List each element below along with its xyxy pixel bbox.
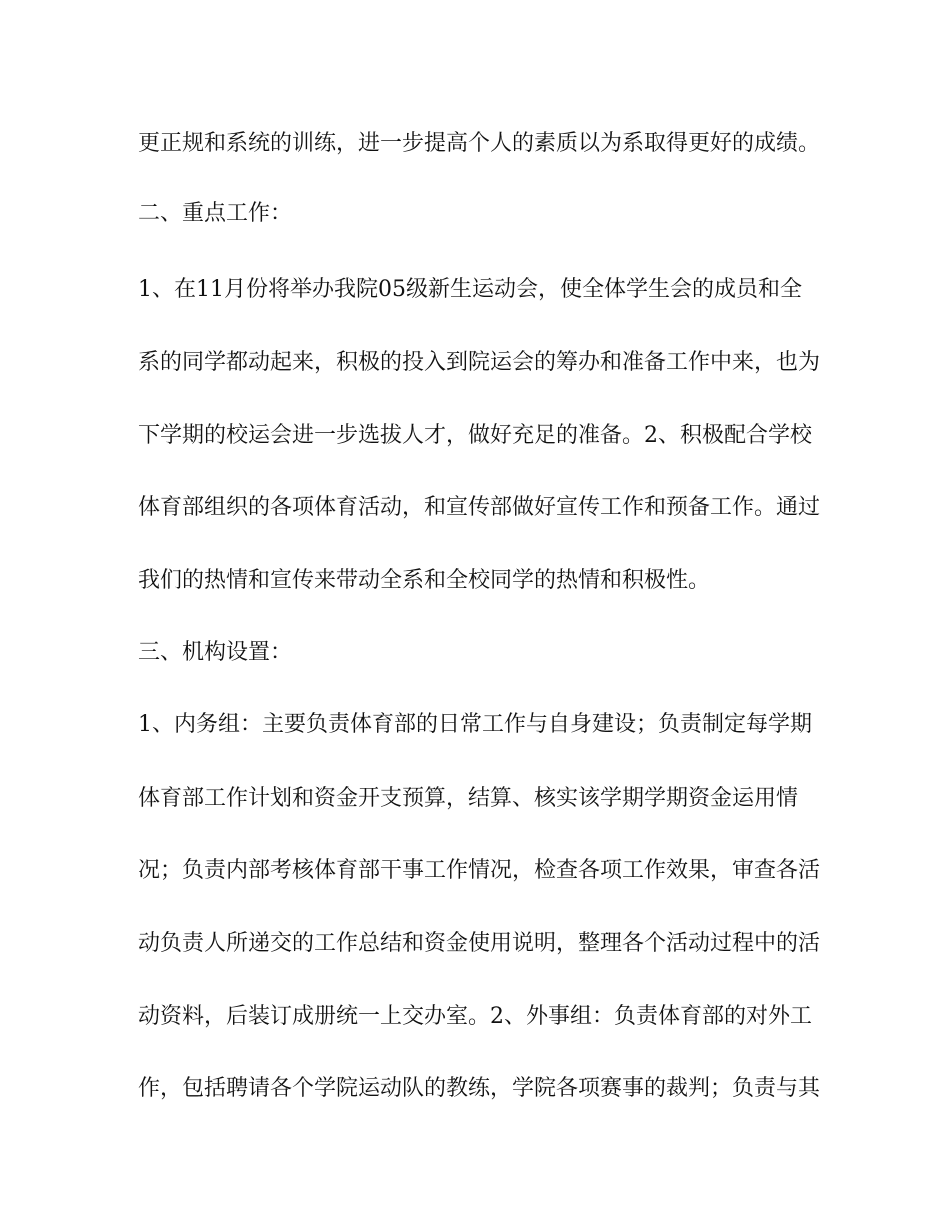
text-line: 动负责人所递交的工作总结和资金使用说明，整理各个活动过程中的活 <box>138 931 821 956</box>
text-line: 下学期的校运会进一步选拔人才，做好充足的准备。2、积极配合学校 <box>138 423 812 448</box>
section-heading-key-work: 二、重点工作： <box>138 201 293 226</box>
text-line: 况；负责内部考核体育部干事工作情况，检查各项工作效果，审查各活 <box>138 858 821 883</box>
text-line: 体育部组织的各项体育活动，和宣传部做好宣传工作和预备工作。通过 <box>138 495 821 520</box>
text-line: 更正规和系统的训练，进一步提高个人的素质以为系取得更好的成绩。 <box>138 131 821 156</box>
section-heading-structure: 三、机构设置： <box>138 640 293 665</box>
text-line: 体育部工作计划和资金开支预算，结算、核实该学期学期资金运用情 <box>138 786 799 811</box>
text-line: 作，包括聘请各个学院运动队的教练，学院各项赛事的裁判；负责与其 <box>138 1076 821 1101</box>
text-line: 1、内务组：主要负责体育部的日常工作与自身建设；负责制定每学期 <box>138 712 812 737</box>
text-line: 系的同学都动起来，积极的投入到院运会的筹办和准备工作中来，也为 <box>138 350 821 375</box>
text-line: 1、在11月份将举办我院05级新生运动会，使全体学生会的成员和全 <box>138 277 802 302</box>
text-line: 动资料，后装订成册统一上交办室。2、外事组：负责体育部的对外工 <box>138 1004 812 1029</box>
text-line: 我们的热情和宣传来带动全系和全校同学的热情和积极性。 <box>138 568 711 593</box>
